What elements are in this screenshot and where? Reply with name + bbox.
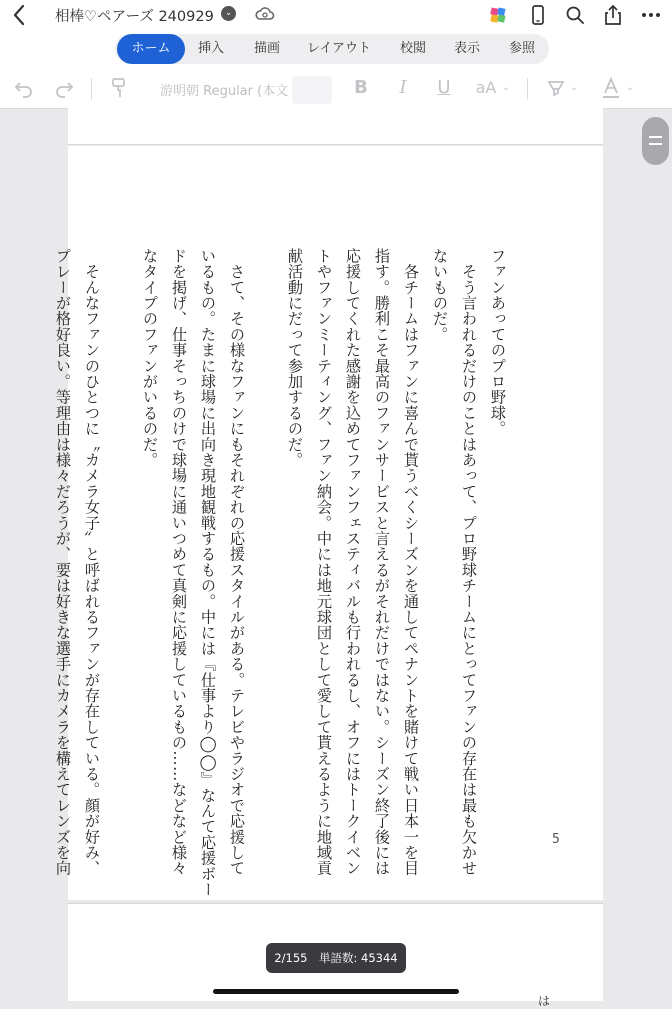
document-title[interactable]: 相棒♡ペアーズ 240929 — [55, 9, 214, 25]
share-icon[interactable] — [602, 4, 624, 26]
paragraph: なタイプのファンがいるのだ。 — [141, 248, 159, 468]
paragraph: 指す。勝利こそ最高のファンサービスと言えるがそれだけではない。シーズン終了後には — [373, 248, 391, 876]
paragraph: そう言われるだけのことはあって、プロ野球チームにとってファンの存在は最も欠かせ — [460, 248, 478, 876]
paragraph: 献活動にだって参加するのだ。 — [286, 248, 304, 468]
font-name: 游明朝 Regular (本文 — [160, 84, 289, 99]
toolbar-divider — [527, 78, 528, 100]
next-page-text: は — [538, 994, 551, 1008]
vertical-body-text[interactable] — [54, 248, 512, 898]
font-selector[interactable] — [150, 76, 332, 104]
undo-icon[interactable] — [12, 76, 36, 100]
paragraph: さて、その様なファンにもそれぞれの応援スタイルがある。テレビやラジオで応援して — [228, 248, 246, 876]
chevron-down-icon[interactable]: ⌄ — [625, 82, 635, 93]
mobile-view-icon[interactable] — [527, 4, 549, 26]
title-row — [0, 0, 672, 30]
toolbar-divider — [91, 78, 92, 100]
bold-button[interactable]: B — [354, 77, 368, 98]
font-color-icon[interactable] — [600, 76, 622, 100]
tab-home[interactable]: ホーム — [117, 34, 185, 64]
paragraph: トやファンミーティング、ファン納会。中には地元球団として愛して貰えるように地域貢 — [315, 248, 333, 876]
paragraph: ドを掲げ、仕事そっちのけで球場に通いつめて真剣に応援しているもの……などなど様々 — [170, 248, 188, 876]
scroll-handle[interactable] — [642, 117, 669, 165]
format-painter-icon[interactable] — [107, 76, 131, 100]
page-number: 5 — [552, 832, 560, 847]
underline-button[interactable]: U — [437, 77, 451, 98]
tab-draw[interactable]: 描画 — [253, 41, 280, 56]
grip-line — [649, 143, 662, 145]
page-word-counter: 2/155 単語数: 45344 — [266, 943, 406, 973]
cloud-sync-icon[interactable] — [255, 6, 275, 22]
document-page[interactable] — [54, 146, 603, 900]
ribbon-tabs — [115, 34, 549, 64]
paragraph: プレーが格好良い。等理由は様々だろうが、要は好きな選手にカメラを構えてレンズを向 — [54, 248, 72, 876]
search-icon[interactable] — [564, 4, 586, 26]
tab-view[interactable]: 表示 — [453, 41, 480, 56]
paragraph: いるもの。たまに球場に出向き現地観戦するもの。中には『仕事より◯◯』なんて応援ボー — [199, 248, 217, 898]
paragraph: 応援してくれた感謝を込めてファンフェスティバルも行われるし、オフにはトークイベン — [344, 248, 362, 876]
font-size-field[interactable] — [292, 76, 332, 104]
home-indicator[interactable] — [213, 989, 459, 994]
tab-references[interactable]: 参照 — [508, 41, 535, 56]
redo-icon[interactable] — [52, 76, 76, 100]
copilot-icon[interactable] — [487, 4, 509, 26]
tab-insert[interactable]: 挿入 — [197, 41, 224, 56]
italic-button[interactable]: I — [399, 77, 407, 98]
paragraph: そんなファンのひとつに〝カメラ女子〟と呼ばれるファンが存在している。顔が好み、 — [83, 248, 101, 876]
back-icon[interactable] — [9, 2, 31, 28]
chevron-down-icon[interactable]: ⌄ — [501, 82, 511, 93]
more-options-icon[interactable] — [640, 4, 662, 26]
chevron-down-icon[interactable]: ⌄ — [569, 82, 579, 93]
paragraph: 各チームはファンに喜んで貰うべくシーズンを通してペナントを賭けて戦い日本一を目 — [402, 248, 420, 876]
formatting-toolbar — [0, 72, 672, 106]
tab-layout[interactable]: レイアウト — [307, 41, 371, 56]
top-bar — [0, 0, 672, 109]
tab-review[interactable]: 校閲 — [399, 41, 426, 56]
paragraph: ファンあってのプロ野球。 — [489, 248, 507, 437]
text-size-button[interactable]: aA — [475, 78, 497, 97]
blank-line — [106, 248, 135, 828]
title-menu-icon[interactable]: ⌄ — [221, 6, 236, 21]
blank-line — [251, 248, 280, 828]
previous-page — [68, 108, 603, 145]
paragraph: ないものだ。 — [431, 248, 449, 343]
highlighter-icon[interactable] — [544, 76, 568, 100]
grip-line — [649, 136, 662, 138]
